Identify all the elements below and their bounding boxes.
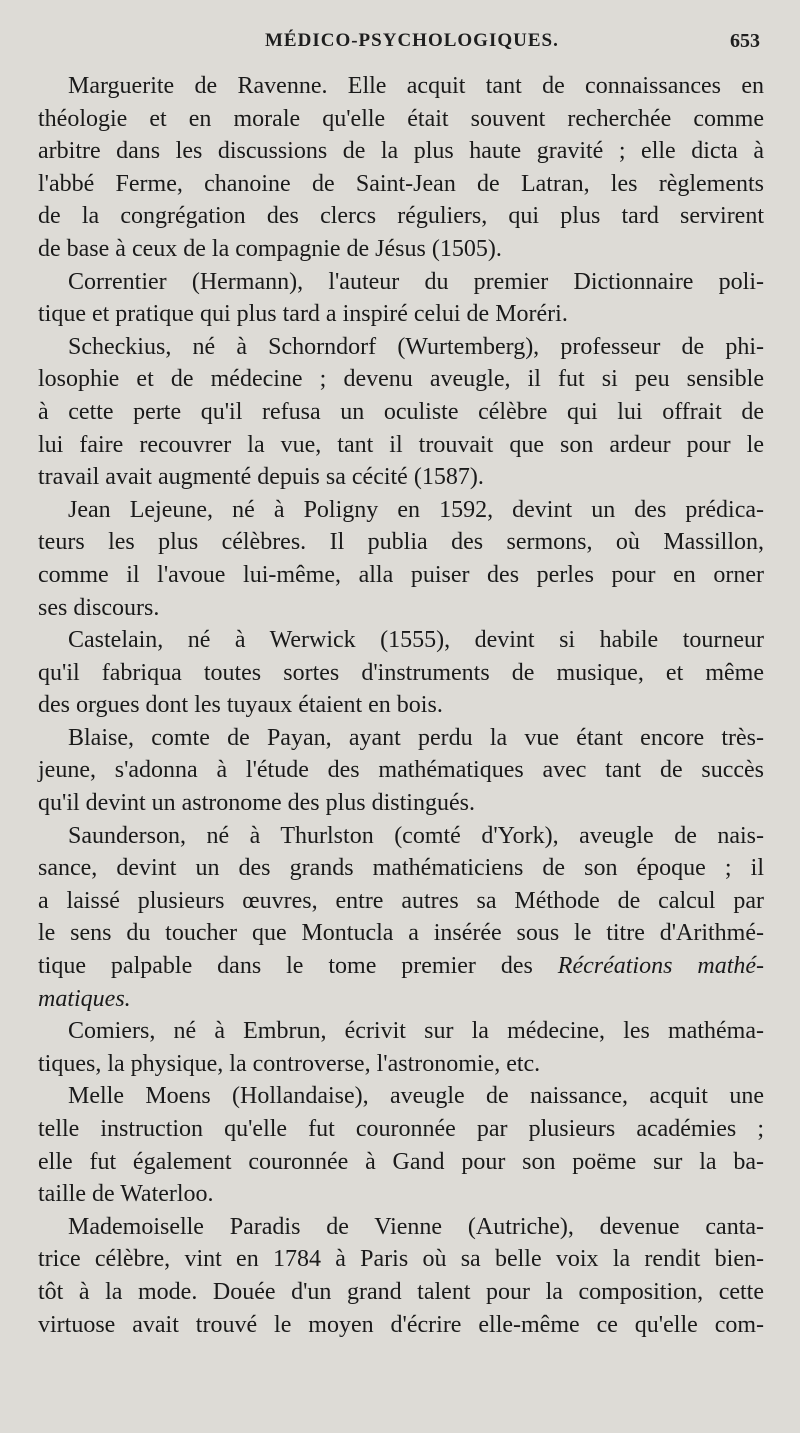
text-line-content: Correntier (Hermann), l'auteur du premier Dictionnaire poli-: [68, 268, 764, 295]
italic-title: matiques.: [38, 985, 131, 1012]
text-line-content: Scheckius, né à Schorndorf (Wurtemberg), professeur de phi-: [68, 333, 764, 360]
text-line: [38, 689, 764, 722]
text-line: [38, 983, 764, 1016]
text-line: [38, 885, 764, 918]
text-line: [38, 200, 764, 233]
text-line: [38, 135, 764, 168]
text-line: [38, 1113, 764, 1146]
text-line: [38, 266, 764, 299]
text-line-content: a laissé plusieurs œuvres, entre autres sa Méthode de calcul par: [38, 887, 764, 914]
text-line: [38, 657, 764, 690]
text-line-content: qu'il fabriqua toutes sortes d'instruments de musique, et même: [38, 659, 764, 686]
italic-title: Récréations mathé-: [557, 953, 765, 980]
text-line: [38, 1178, 764, 1211]
running-title: MÉDICO-PSYCHOLOGIQUES.: [265, 30, 559, 51]
text-line: [38, 396, 764, 429]
text-line-content: ses discours.: [38, 594, 160, 621]
text-line: [38, 754, 764, 787]
text-line: [38, 363, 764, 396]
text-line-content: de la congrégation des clercs réguliers, qui plus tard servirent: [38, 203, 764, 230]
page-number: 653: [730, 30, 760, 52]
text-line-content: Saunderson, né à Thurlston (comté d'York), aveugle de nais-: [68, 822, 764, 849]
text-line-content: tique et pratique qui plus tard a inspiré celui de Moréri.: [38, 301, 568, 328]
text-line: [38, 950, 764, 983]
text-line: [38, 233, 764, 266]
text-line-content: elle fut également couronnée à Gand pour son poëme sur la ba-: [38, 1148, 764, 1175]
text-line: [38, 787, 764, 820]
text-line: [38, 331, 764, 364]
text-line-content: Mademoiselle Paradis de Vienne (Autriche), devenue canta-: [68, 1213, 764, 1240]
text-line: [38, 917, 764, 950]
text-line-content: lui faire recouvrer la vue, tant il trouvait que son ardeur pour le: [38, 431, 764, 458]
text-line-content: qu'il devint un astronome des plus distingués.: [38, 790, 475, 817]
text-line-content: l'abbé Ferme, chanoine de Saint-Jean de Latran, les règlements: [38, 170, 764, 197]
text-line-content: arbitre dans les discussions de la plus haute gravité ; elle dicta à: [38, 138, 764, 165]
text-line: [38, 1309, 764, 1342]
text-line-content: tôt à la mode. Douée d'un grand talent pour la composition, cette: [38, 1278, 764, 1305]
text-line: [38, 1146, 764, 1179]
text-line-content: Jean Lejeune, né à Poligny en 1592, devint un des prédica-: [68, 496, 764, 523]
text-line-content: teurs les plus célèbres. Il publia des sermons, où Massillon,: [38, 529, 764, 556]
text-line-content: le sens du toucher que Montucla a insérée sous le titre d'Arithmé-: [38, 920, 764, 947]
text-line-content: jeune, s'adonna à l'étude des mathématiques avec tant de succès: [38, 757, 764, 784]
text-line: [38, 852, 764, 885]
text-line: [38, 298, 764, 331]
text-line: [38, 1276, 764, 1309]
text-line: [38, 624, 764, 657]
text-line: [38, 526, 764, 559]
text-line-content: tiques, la physique, la controverse, l'astronomie, etc.: [38, 1050, 541, 1077]
text-line-content: des orgues dont les tuyaux étaient en bois.: [38, 692, 443, 719]
text-line-content: losophie et de médecine ; devenu aveugle, il fut si peu sensible: [38, 366, 764, 393]
text-line: [38, 820, 764, 853]
text-line: [38, 722, 764, 755]
text-line: [38, 1080, 764, 1113]
text-line-content: tique palpable dans le tome premier des: [38, 953, 533, 980]
text-line-content: Blaise, comte de Payan, ayant perdu la vue étant encore très-: [68, 724, 764, 751]
text-line: [38, 1015, 764, 1048]
text-line: [38, 70, 764, 103]
text-line: [38, 592, 764, 625]
text-line: [38, 559, 764, 592]
text-line-content: sance, devint un des grands mathématiciens de son époque ; il: [38, 855, 764, 882]
text-line: [38, 1243, 764, 1276]
text-line-content: Comiers, né à Embrun, écrivit sur la médecine, les mathéma-: [68, 1018, 764, 1045]
text-line: [38, 494, 764, 527]
text-line-content: de base à ceux de la compagnie de Jésus (1505).: [38, 235, 502, 262]
text-line: [38, 1048, 764, 1081]
text-line-content: travail avait augmenté depuis sa cécité (1587).: [38, 464, 484, 491]
text-line: [38, 103, 764, 136]
body-text: [38, 70, 764, 1341]
text-line-content: Castelain, né à Werwick (1555), devint si habile tourneur: [68, 627, 764, 654]
text-line: [38, 168, 764, 201]
page-header: [0, 30, 800, 56]
text-line: [38, 429, 764, 462]
text-line-content: trice célèbre, vint en 1784 à Paris où sa belle voix la rendit bien-: [38, 1246, 764, 1273]
text-line-content: à cette perte qu'il refusa un oculiste célèbre qui lui offrait de: [38, 398, 764, 425]
text-line-content: théologie et en morale qu'elle était souvent recherchée comme: [38, 105, 764, 132]
text-line: [38, 461, 764, 494]
text-line-content: telle instruction qu'elle fut couronnée par plusieurs académies ;: [38, 1116, 764, 1142]
text-line-content: Melle Moens (Hollandaise), aveugle de naissance, acquit une: [68, 1083, 764, 1110]
text-line-content: comme il l'avoue lui-même, alla puiser des perles pour en orner: [38, 561, 764, 588]
text-line-content: taille de Waterloo.: [38, 1181, 214, 1208]
text-line-content: Marguerite de Ravenne. Elle acquit tant de connaissances en: [68, 73, 764, 99]
text-line-content: virtuose avait trouvé le moyen d'écrire elle-même ce qu'elle com-: [38, 1311, 764, 1338]
text-line: [38, 1211, 764, 1244]
